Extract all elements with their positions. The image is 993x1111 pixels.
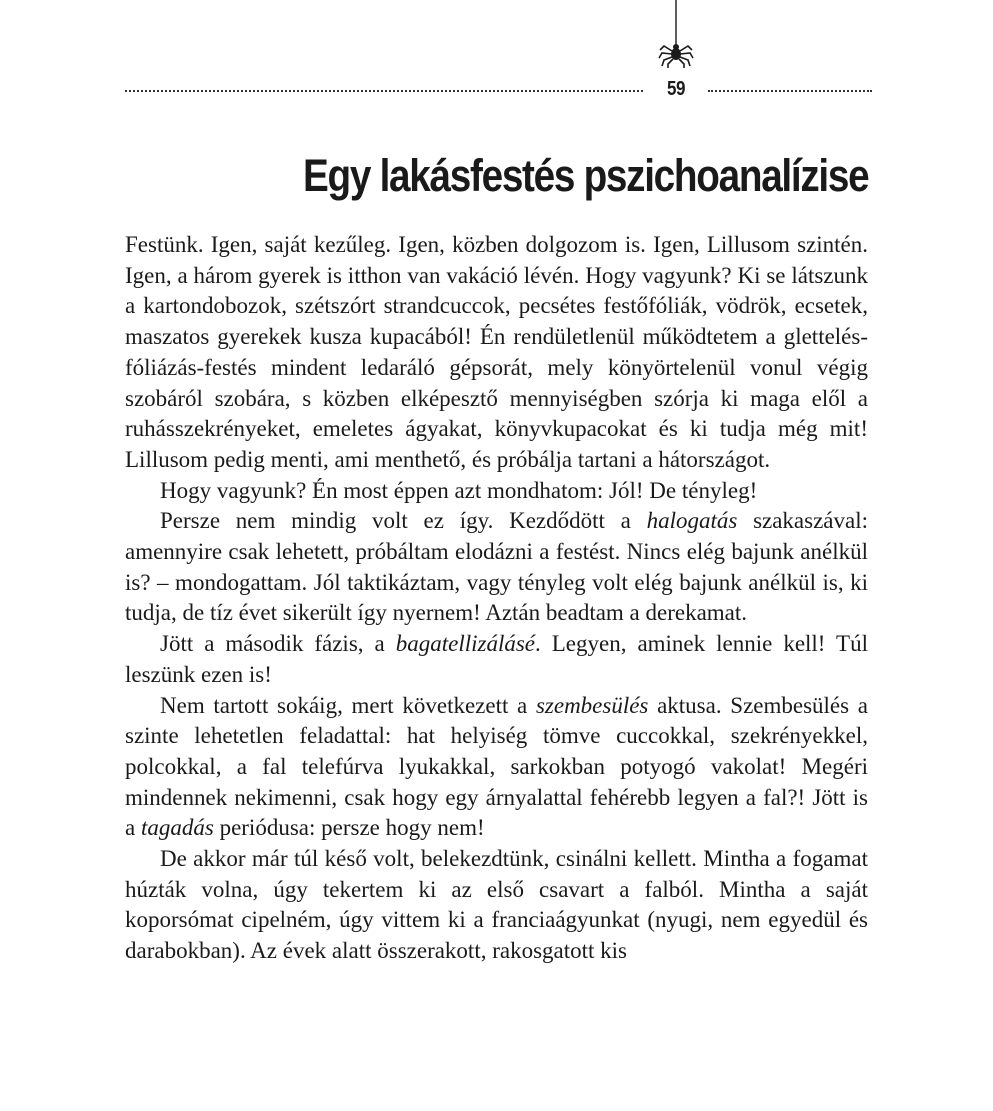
paragraph: [125, 506, 868, 629]
paragraph: [125, 476, 868, 507]
paragraph: [125, 629, 868, 690]
paragraph-text: . Legyen, aminek lennie kell! Túl leszünk ezen is!: [125, 631, 868, 687]
paragraph: [125, 691, 868, 845]
emphasized-term: halogatás: [646, 508, 738, 534]
page-number: 59: [666, 78, 686, 100]
paragraph-text: szakaszával: amennyire csak lehetett, próbáltam elodázni a festést. Nincs elég bajunk anélkül is? – mondogattam. Jól taktikáztam, vagy tényleg volt elég bajunk anélkül is, ki tudja, de tíz évet sikerült így nyernem! Aztán beadtam a derekamat.: [125, 508, 869, 626]
spider-icon: [656, 0, 696, 70]
paragraph: [125, 230, 868, 476]
paragraph-text: De akkor már túl késő volt, belekezdtünk, csinálni kellett. Mintha a fogamat húzták volna, úgy tekertem ki az első csavart a falból. Mintha a saját koporsómat cipelném, úgy vittem ki a franciaágyunkat (nyugi, nem egyedül és darabokban). Az évek alatt összerakott, rakosgatott kis: [125, 846, 868, 964]
chapter-title: Egy lakásfestés pszichoanalízise: [302, 150, 868, 201]
header-rule-left: [125, 90, 643, 92]
header-rule-right: [708, 90, 872, 92]
emphasized-term: szembesülés: [535, 692, 649, 718]
paragraph-text: Jött a második fázis, a: [160, 631, 396, 657]
paragraph-text: Hogy vagyunk? Én most éppen azt mondhatom: Jól! De tényleg!: [160, 477, 758, 503]
paragraph-text: Persze nem mindig volt ez így. Kezdődött a: [160, 508, 647, 534]
paragraph: [125, 844, 868, 967]
paragraph-text: Festünk. Igen, saját kezűleg. Igen, közben dolgozom is. Igen, Lillusom szintén. Igen, a három gyerek is itthon van vakáció lévén. Hogy vagyunk? Ki se látszunk a kartondobozok, szétszórt strandcuccok, pecsétes festőfóliák, vödrök, ecsetek, maszatos gyerekek kusza kupacából! Én rendületlenül működtetem a glettelés-fóliázás-festés mindent ledaráló gépsorát, mely könyörtelenül vonul végig szobáról szobára, s közben elképesztő mennyiségben szórja ki maga elől a ruhásszekrényeket, emeletes ágyakat, könyvkupacokat és ki tudja még mit! Lillusom pedig menti, ami menthető, és próbálja tartani a hátországot.: [125, 232, 868, 472]
paragraph-text: Nem tartott sokáig, mert következett a: [160, 692, 536, 718]
paragraph-text: periódusa: persze hogy nem!: [213, 815, 485, 841]
emphasized-term: bagatellizálásé: [395, 631, 535, 657]
paragraph-text: aktusa. Szembesülés a szinte lehetetlen feladattal: hat helyiség tömve cuccokkal, szekrényekkel, polcokkal, a fal telefúrva lyukakkal, sarkokban potyogó vakolat! Megéri mindennek nekimenni, csak hogy egy árnyalattal fehérebb legyen a fal?! Jött is a: [125, 692, 868, 841]
spider-ornament: [656, 0, 696, 70]
chapter-body: [125, 230, 868, 967]
emphasized-term: tagadás: [140, 815, 214, 841]
